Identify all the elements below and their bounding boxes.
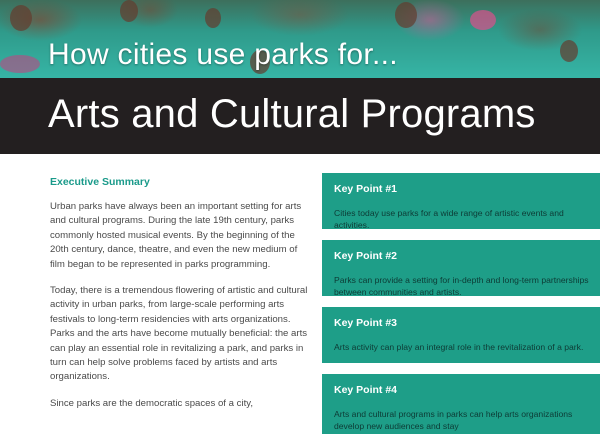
key-points-column: [322, 173, 600, 445]
executive-summary: [50, 176, 312, 423]
key-point-title: Key Point #3: [334, 317, 398, 329]
key-point-text: Arts activity can play an integral role in the revitalization of a park.: [334, 342, 584, 352]
key-point-title: Key Point #1: [334, 183, 398, 195]
summary-paragraph: Urban parks have always been an important setting for arts and cultural programs. During the late 19th century, parks commonly hosted musical events. By the beginning of the 20th century, dance, theatre, and even the new medium of film began to be represented in parks programming.: [50, 201, 302, 270]
summary-paragraph: Today, there is a tremendous flowering of artistic and cultural activity in urban parks, from large-scale performing arts festivals to long-term residencies with arts organizations. Parks and the arts have become mutually beneficial: the arts can play an essential role in revitalizing a park, and parks in turn can help solve problems faced by artists and arts organizations.: [50, 285, 308, 383]
key-point-card: [322, 374, 600, 434]
swimmer-shape: [10, 5, 32, 31]
title-band: [0, 78, 600, 154]
key-point-text: Parks can provide a setting for in-depth and long-term partnerships between communities and artists.: [334, 275, 589, 297]
key-point-title: Key Point #4: [334, 384, 398, 396]
key-point-card: [322, 307, 600, 363]
key-point-text: Cities today use parks for a wide range of artistic events and activities.: [334, 208, 564, 230]
swimmer-shape: [470, 10, 496, 30]
executive-summary-heading: Executive Summary: [50, 176, 150, 188]
summary-paragraph: Since parks are the democratic spaces of a city,: [50, 397, 253, 409]
page-title: Arts and Cultural Programs: [48, 92, 536, 136]
key-point-text: Arts and cultural programs in parks can help arts organizations develop new audiences and stay: [334, 409, 573, 431]
header-subtitle: How cities use parks for...: [48, 38, 398, 71]
hero-photo: [0, 0, 600, 78]
key-point-title: Key Point #2: [334, 250, 398, 262]
swimmer-shape: [0, 55, 40, 73]
key-point-card: [322, 173, 600, 229]
key-point-card: [322, 240, 600, 296]
swimmer-shape: [395, 2, 417, 28]
swimmer-shape: [560, 40, 578, 62]
swimmer-shape: [120, 0, 138, 22]
swimmer-shape: [205, 8, 221, 28]
